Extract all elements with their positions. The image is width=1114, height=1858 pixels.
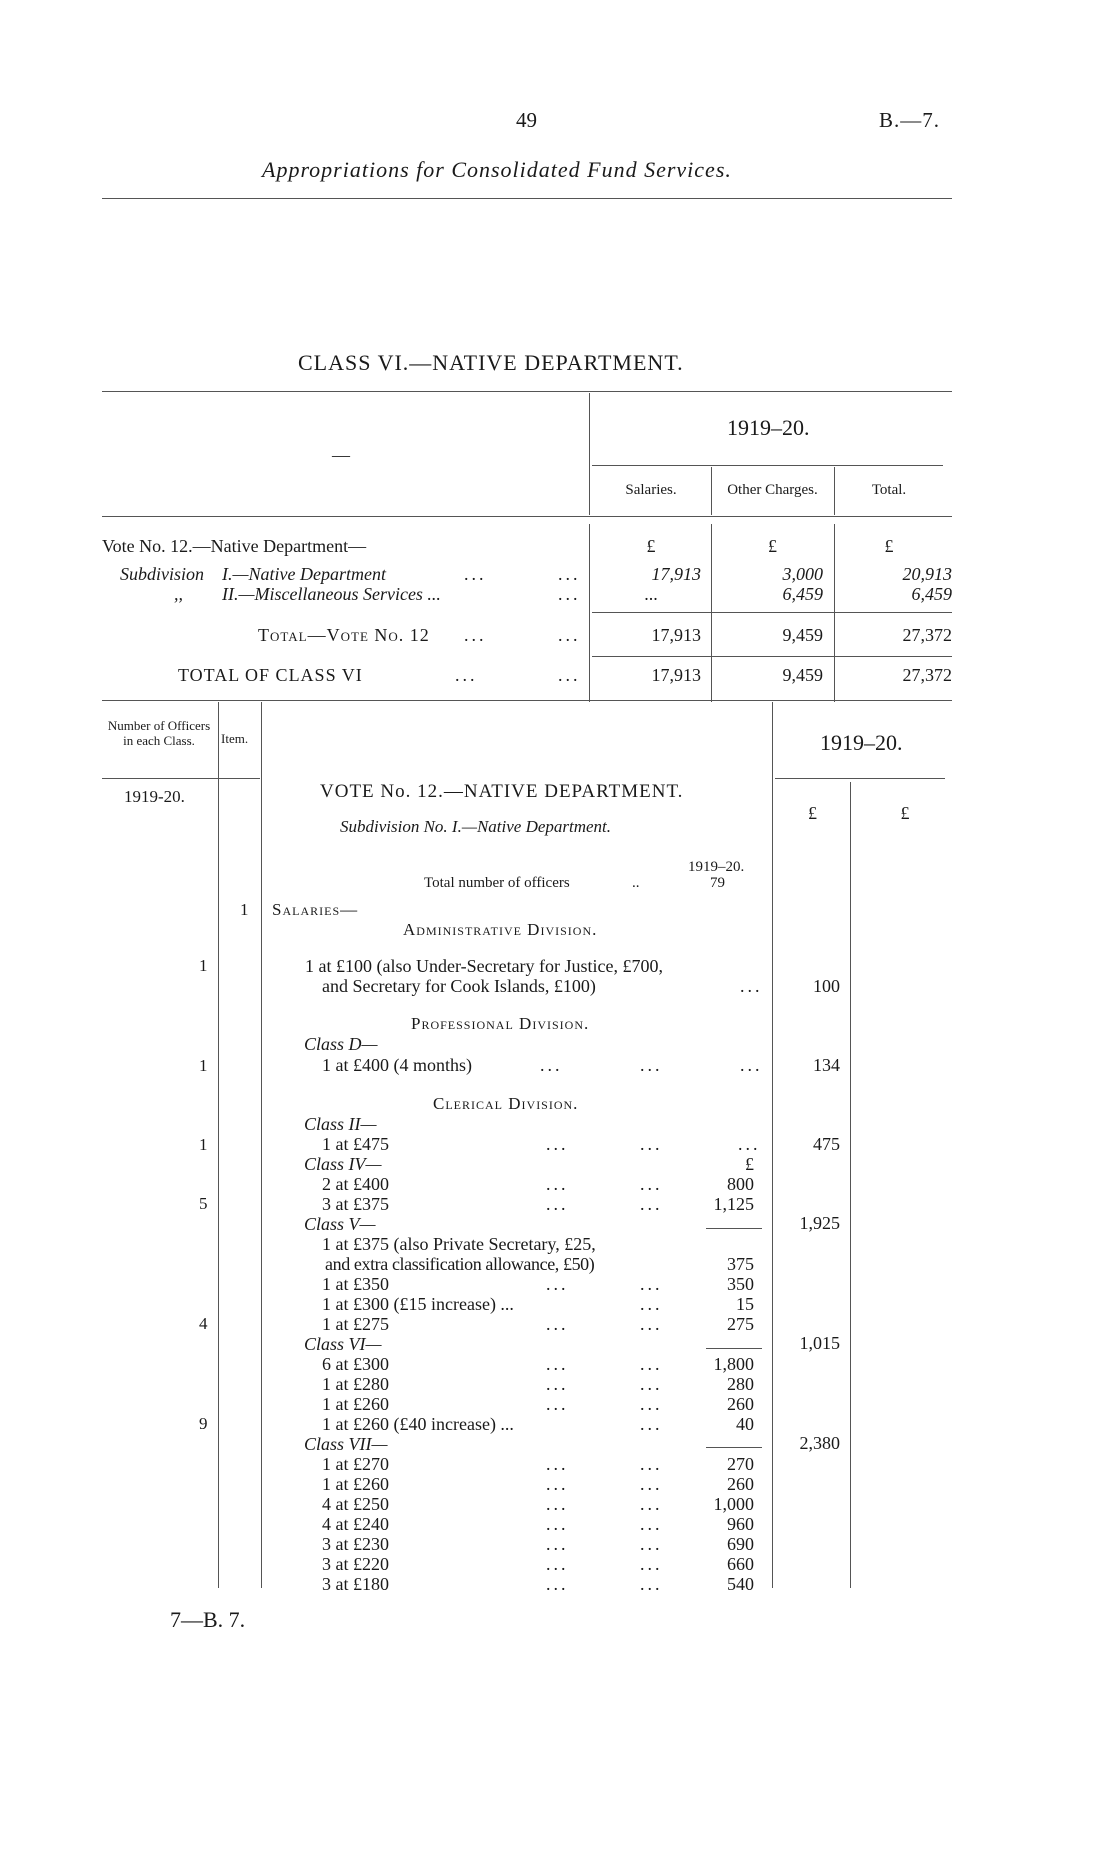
officer-count: 9 xyxy=(199,1414,208,1433)
sub-amount: 15 xyxy=(736,1294,754,1314)
header-rule xyxy=(102,198,952,199)
summary-blank-mark: — xyxy=(332,445,350,465)
dot-leader: ... xyxy=(640,1494,663,1514)
sub-amount: 270 xyxy=(727,1454,754,1474)
summary-class-total-salaries: 17,913 xyxy=(651,665,701,685)
sub-amount: 275 xyxy=(727,1314,754,1334)
dot-leader: ... xyxy=(546,1354,569,1374)
detail-col-divider xyxy=(850,782,851,1588)
dot-leader: ... xyxy=(546,1274,569,1294)
summary-vote-total-other: 9,459 xyxy=(782,625,823,645)
class-heading-vi: Class VI— xyxy=(304,1334,382,1354)
dot-leader: ... xyxy=(640,1134,663,1154)
detail-vote-title: VOTE No. 12.—NATIVE DEPARTMENT. xyxy=(320,781,684,802)
salary-line: 2 at £400 xyxy=(322,1174,389,1194)
sub-amount: 690 xyxy=(727,1534,754,1554)
summary-currency: £ xyxy=(768,536,777,556)
total-officers-value: 79 xyxy=(710,875,725,891)
salary-line: 3 at £220 xyxy=(322,1554,389,1574)
summary-row-prefix: ,, xyxy=(174,584,183,604)
class-heading-ii: Class II— xyxy=(304,1114,377,1134)
subtotal-rule xyxy=(706,1348,762,1349)
page-number: 49 xyxy=(516,108,537,132)
officer-count: 4 xyxy=(199,1314,208,1333)
detail-header-rule xyxy=(775,778,945,779)
amount: 100 xyxy=(813,976,840,996)
dot-leader: ... xyxy=(546,1474,569,1494)
dot-leader: ... xyxy=(546,1454,569,1474)
dot-leader: ... xyxy=(455,665,478,685)
summary-row-label: I.—Native Department xyxy=(222,564,386,584)
sub-amount: 800 xyxy=(727,1174,754,1194)
dot-leader: .. xyxy=(632,875,640,891)
amount: 1,925 xyxy=(799,1213,840,1233)
salary-line: and extra classification allowance, £50) xyxy=(325,1254,595,1274)
summary-row-salaries: ... xyxy=(644,584,658,604)
salary-line: and Secretary for Cook Islands, £100) xyxy=(322,976,596,996)
summary-col-total: Total. xyxy=(871,482,907,498)
dot-leader: ... xyxy=(640,1474,663,1494)
dot-leader: ... xyxy=(546,1534,569,1554)
officers-year-small: 1919–20. xyxy=(688,859,745,875)
summary-row-salaries: 17,913 xyxy=(651,564,701,584)
salary-line: 6 at £300 xyxy=(322,1354,389,1374)
salary-line: 3 at £180 xyxy=(322,1574,389,1594)
officer-count: 5 xyxy=(199,1194,208,1213)
summary-bottom-rule xyxy=(102,700,952,701)
dot-leader: ... xyxy=(546,1194,569,1214)
dot-leader: ... xyxy=(640,1514,663,1534)
footer-signature: 7—B. 7. xyxy=(170,1607,246,1632)
detail-header-rule xyxy=(102,778,260,779)
detail-col-divider xyxy=(772,702,773,1588)
class-heading-vii: Class VII— xyxy=(304,1434,388,1454)
dot-leader: ... xyxy=(546,1554,569,1574)
dot-leader: ... xyxy=(640,1314,663,1334)
officer-count: 1 xyxy=(199,1135,208,1154)
amount: 1,015 xyxy=(799,1333,840,1353)
salary-line: 1 at £260 xyxy=(322,1394,389,1414)
summary-class-total-total: 27,372 xyxy=(902,665,952,685)
sub-amount: 660 xyxy=(727,1554,754,1574)
summary-row-other: 6,459 xyxy=(782,584,823,604)
dot-leader: ... xyxy=(546,1574,569,1594)
clerical-division-heading: Clerical Division. xyxy=(433,1094,579,1113)
detail-col-item: Item. xyxy=(221,731,249,746)
item-number: 1 xyxy=(240,900,249,919)
summary-header-rule xyxy=(102,516,952,517)
sub-currency: £ xyxy=(745,1154,754,1174)
dot-leader: ... xyxy=(546,1174,569,1194)
dot-leader: ... xyxy=(546,1134,569,1154)
summary-vote-total-total: 27,372 xyxy=(902,625,952,645)
detail-col-divider xyxy=(261,702,262,1588)
dot-leader: ... xyxy=(738,1134,761,1154)
dot-leader: ... xyxy=(740,1055,763,1075)
salary-line: 1 at £375 (also Private Secretary, £25, xyxy=(322,1234,596,1254)
summary-row-total: 6,459 xyxy=(911,584,952,604)
dot-leader: ... xyxy=(740,976,763,996)
summary-row-other: 3,000 xyxy=(782,564,823,584)
dot-leader: ... xyxy=(640,1554,663,1574)
amount: 2,380 xyxy=(799,1433,840,1453)
detail-currency: £ xyxy=(900,803,910,823)
sub-amount: 540 xyxy=(727,1574,754,1594)
summary-class-total-label: TOTAL OF CLASS VI xyxy=(178,665,363,685)
salary-line: 1 at £100 (also Under-Secretary for Justice, £700, xyxy=(305,956,664,976)
amount: 134 xyxy=(813,1055,840,1075)
sub-amount: 960 xyxy=(727,1514,754,1534)
dot-leader: ... xyxy=(558,665,581,685)
sub-amount: 350 xyxy=(727,1274,754,1294)
detail-currency: £ xyxy=(808,803,817,823)
summary-row-total: 20,913 xyxy=(902,564,952,584)
amount: 475 xyxy=(813,1134,840,1154)
dot-leader: ... xyxy=(640,1534,663,1554)
dot-leader: ... xyxy=(640,1174,663,1194)
dot-leader: ... xyxy=(640,1454,663,1474)
summary-vote-total-label: Total—Vote No. 12 xyxy=(258,625,430,645)
dot-leader: ... xyxy=(558,625,581,645)
page-title: Appropriations for Consolidated Fund Services. xyxy=(262,157,732,182)
dot-leader: ... xyxy=(640,1194,663,1214)
dot-leader: ... xyxy=(558,564,581,584)
sub-amount: 1,000 xyxy=(713,1494,754,1514)
detail-officers-year: 1919-20. xyxy=(124,787,185,806)
summary-col-other: Other Charges. xyxy=(727,482,818,498)
salary-line: 1 at £275 xyxy=(322,1314,389,1334)
dot-leader: ... xyxy=(546,1494,569,1514)
dot-leader: ... xyxy=(640,1055,663,1075)
detail-subdivision-title: Subdivision No. I.—Native Department. xyxy=(340,817,612,836)
summary-top-rule xyxy=(102,391,952,392)
sub-amount: 260 xyxy=(727,1394,754,1414)
dot-leader: ... xyxy=(640,1374,663,1394)
salaries-heading: Salaries— xyxy=(272,900,359,919)
salary-line: 1 at £260 (£40 increase) ... xyxy=(322,1414,514,1434)
salary-line: 1 at £475 xyxy=(322,1134,389,1154)
officer-count: 1 xyxy=(199,1056,208,1075)
salary-line: 1 at £300 (£15 increase) ... xyxy=(322,1294,514,1314)
class-heading-iv: Class IV— xyxy=(304,1154,382,1174)
dot-leader: ... xyxy=(546,1394,569,1414)
sub-amount: 280 xyxy=(727,1374,754,1394)
dot-leader: ... xyxy=(540,1055,563,1075)
sub-amount: 260 xyxy=(727,1474,754,1494)
document-reference: B.—7. xyxy=(879,108,941,132)
summary-subtotal-rule xyxy=(592,612,952,613)
sub-amount: 1,800 xyxy=(713,1354,754,1374)
dot-leader: ... xyxy=(640,1274,663,1294)
dot-leader: ... xyxy=(558,584,581,604)
salary-line: 1 at £350 xyxy=(322,1274,389,1294)
summary-col-divider xyxy=(589,524,590,702)
summary-col-salaries: Salaries. xyxy=(625,482,677,498)
detail-col-year: 1919–20. xyxy=(820,730,903,755)
detail-col-officers: Number of Officers in each Class. xyxy=(107,718,211,748)
dot-leader: ... xyxy=(546,1314,569,1334)
dot-leader: ... xyxy=(640,1574,663,1594)
summary-class-total-other: 9,459 xyxy=(782,665,823,685)
total-officers-label: Total number of officers xyxy=(424,875,570,891)
salary-line: 3 at £375 xyxy=(322,1194,389,1214)
summary-vote-label: Vote No. 12.—Native Department— xyxy=(102,536,367,556)
class-heading: CLASS VI.—NATIVE DEPARTMENT. xyxy=(298,350,684,375)
class-heading-v: Class V— xyxy=(304,1214,376,1234)
salary-line: 1 at £270 xyxy=(322,1454,389,1474)
professional-division-heading: Professional Division. xyxy=(411,1014,590,1033)
summary-total-rule xyxy=(592,656,952,657)
dot-leader: ... xyxy=(464,625,487,645)
summary-header-divider xyxy=(589,393,590,515)
class-heading-d: Class D— xyxy=(304,1034,378,1054)
summary-vote-total-salaries: 17,913 xyxy=(651,625,701,645)
salary-line: 1 at £400 (4 months) xyxy=(322,1055,472,1075)
sub-amount: 375 xyxy=(727,1254,754,1274)
detail-col-divider xyxy=(218,702,219,1588)
dot-leader: ... xyxy=(546,1374,569,1394)
salary-line: 4 at £240 xyxy=(322,1514,389,1534)
dot-leader: ... xyxy=(640,1294,663,1314)
dot-leader: ... xyxy=(546,1514,569,1534)
subtotal-rule xyxy=(706,1447,762,1448)
administrative-division-heading: Administrative Division. xyxy=(403,920,598,939)
salary-line: 3 at £230 xyxy=(322,1534,389,1554)
salary-line: 4 at £250 xyxy=(322,1494,389,1514)
summary-row-prefix: Subdivision xyxy=(120,564,204,584)
dot-leader: ... xyxy=(464,564,487,584)
salary-line: 1 at £260 xyxy=(322,1474,389,1494)
summary-year: 1919–20. xyxy=(727,415,810,440)
summary-currency: £ xyxy=(884,536,894,556)
sub-amount: 1,125 xyxy=(713,1194,754,1214)
salary-line: 1 at £280 xyxy=(322,1374,389,1394)
summary-row-label: II.—Miscellaneous Services ... xyxy=(222,584,441,604)
dot-leader: ... xyxy=(640,1354,663,1374)
sub-amount: 40 xyxy=(736,1414,754,1434)
summary-currency: £ xyxy=(646,536,656,556)
summary-year-rule xyxy=(592,465,943,466)
officer-count: 1 xyxy=(199,956,208,975)
dot-leader: ... xyxy=(640,1414,663,1434)
subtotal-rule xyxy=(706,1228,762,1229)
dot-leader: ... xyxy=(640,1394,663,1414)
